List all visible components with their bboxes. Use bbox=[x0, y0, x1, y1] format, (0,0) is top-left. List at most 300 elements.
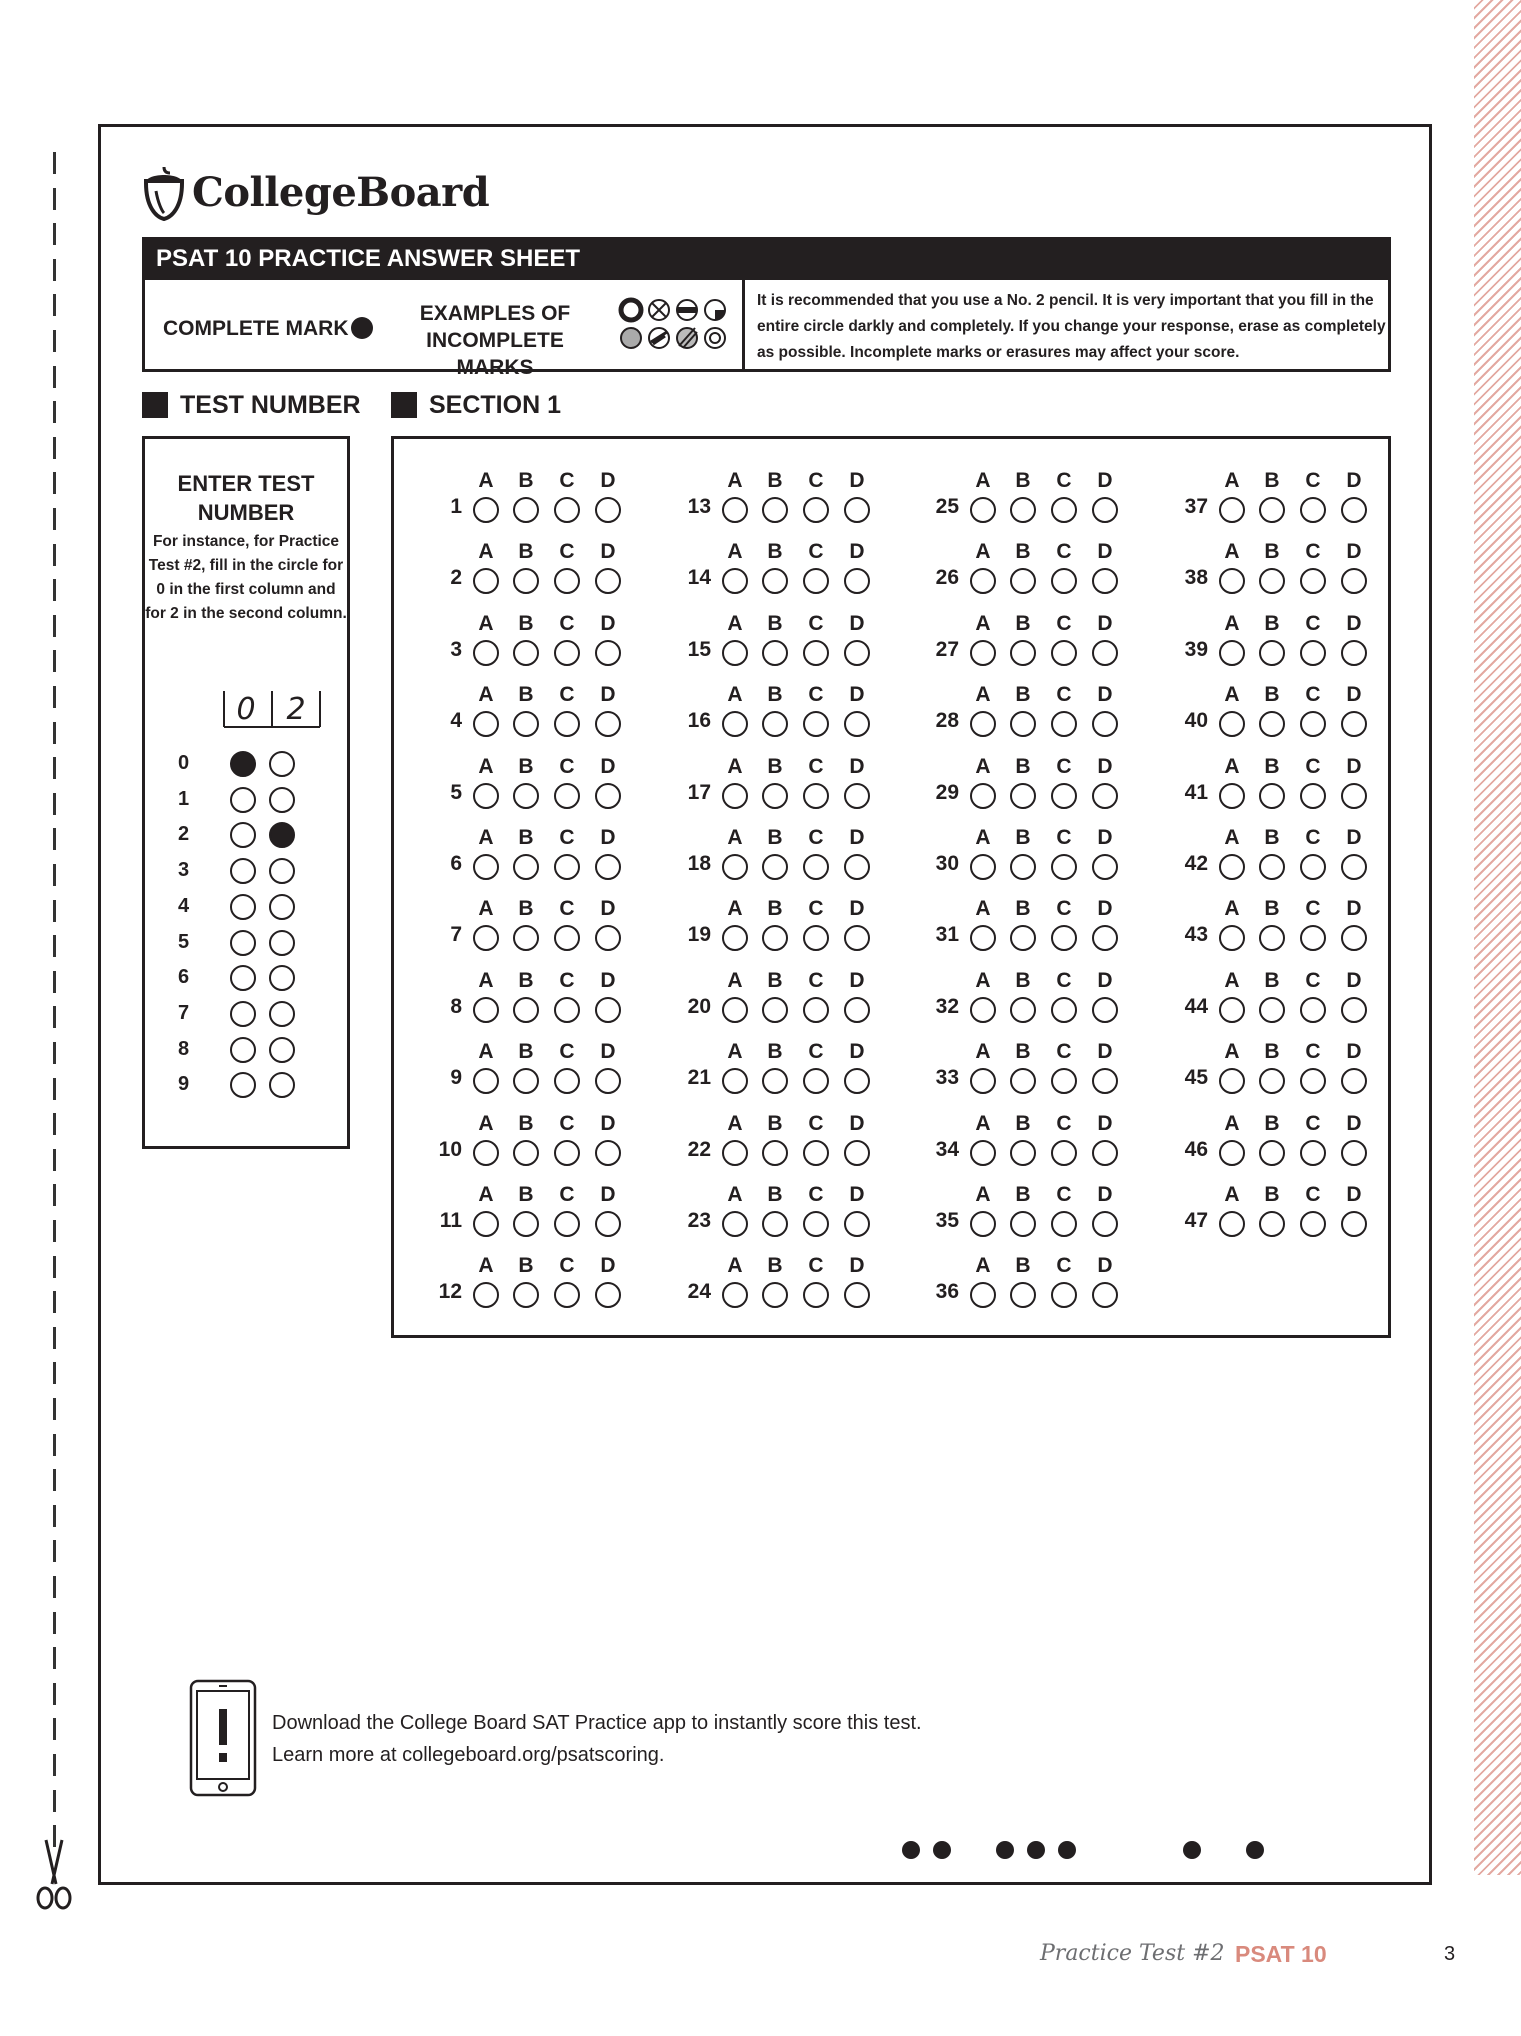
answer-bubble-14-b[interactable] bbox=[762, 568, 788, 594]
answer-bubble-14-d[interactable] bbox=[844, 568, 870, 594]
choice-letter: B bbox=[1015, 1111, 1031, 1135]
choice-letter: C bbox=[1305, 611, 1321, 635]
answer-bubble-4-d[interactable] bbox=[595, 711, 621, 737]
answer-bubble-43-b[interactable] bbox=[1259, 925, 1285, 951]
answer-bubble-5-c[interactable] bbox=[554, 783, 580, 809]
answer-bubble-16-b[interactable] bbox=[762, 711, 788, 737]
answer-bubble-21-a[interactable] bbox=[722, 1068, 748, 1094]
test-number-bubble-col1-2[interactable] bbox=[230, 822, 256, 848]
test-number-bubble-col2-4[interactable] bbox=[269, 894, 295, 920]
answer-bubble-24-b[interactable] bbox=[762, 1282, 788, 1308]
question-number: 21 bbox=[687, 1066, 711, 1090]
answer-bubble-17-a[interactable] bbox=[722, 783, 748, 809]
answer-bubble-1-a[interactable] bbox=[473, 497, 499, 523]
answer-bubble-19-d[interactable] bbox=[844, 925, 870, 951]
answer-bubble-45-a[interactable] bbox=[1219, 1068, 1245, 1094]
question-37 bbox=[1160, 467, 1362, 527]
question-40 bbox=[1160, 681, 1362, 741]
cut-line-dash bbox=[53, 472, 56, 494]
answer-bubble-23-a[interactable] bbox=[722, 1211, 748, 1237]
cut-line-dash bbox=[53, 1612, 56, 1634]
answer-bubble-41-d[interactable] bbox=[1341, 783, 1367, 809]
choice-letter: A bbox=[478, 469, 494, 492]
test-number-bubble-col1-4[interactable] bbox=[230, 894, 256, 920]
answer-bubble-34-b[interactable] bbox=[1010, 1140, 1036, 1166]
answer-bubble-40-d[interactable] bbox=[1341, 711, 1367, 737]
timing-mark bbox=[933, 1841, 951, 1859]
question-36 bbox=[911, 1252, 1113, 1312]
answer-bubble-26-b[interactable] bbox=[1010, 568, 1036, 594]
answer-bubble-37-b[interactable] bbox=[1259, 497, 1285, 523]
choice-letter: A bbox=[1224, 1040, 1240, 1064]
answer-bubble-15-c[interactable] bbox=[803, 640, 829, 666]
answer-bubble-19-b[interactable] bbox=[762, 925, 788, 951]
answer-bubble-18-a[interactable] bbox=[722, 854, 748, 880]
answer-bubble-5-d[interactable] bbox=[595, 783, 621, 809]
answer-bubble-17-b[interactable] bbox=[762, 783, 788, 809]
answer-bubble-40-a[interactable] bbox=[1219, 711, 1245, 737]
test-number-bubble-col1-8[interactable] bbox=[230, 1037, 256, 1063]
answer-bubble-19-c[interactable] bbox=[803, 925, 829, 951]
answer-bubble-34-d[interactable] bbox=[1092, 1140, 1118, 1166]
choice-letter: C bbox=[808, 683, 824, 707]
answer-bubble-24-d[interactable] bbox=[844, 1282, 870, 1308]
answer-bubble-1-b[interactable] bbox=[513, 497, 539, 523]
answer-bubble-45-d[interactable] bbox=[1341, 1068, 1367, 1094]
answer-bubble-1-c[interactable] bbox=[554, 497, 580, 523]
answer-bubble-47-b[interactable] bbox=[1259, 1211, 1285, 1237]
answer-bubble-20-c[interactable] bbox=[803, 997, 829, 1023]
choice-letter: A bbox=[727, 540, 743, 564]
answer-bubble-42-c[interactable] bbox=[1300, 854, 1326, 880]
answer-bubble-30-c[interactable] bbox=[1051, 854, 1077, 880]
answer-bubble-47-a[interactable] bbox=[1219, 1211, 1245, 1237]
answer-bubble-43-d[interactable] bbox=[1341, 925, 1367, 951]
answer-bubble-42-a[interactable] bbox=[1219, 854, 1245, 880]
answer-bubble-11-b[interactable] bbox=[513, 1211, 539, 1237]
answer-bubble-23-c[interactable] bbox=[803, 1211, 829, 1237]
answer-bubble-38-c[interactable] bbox=[1300, 568, 1326, 594]
cut-line-dash bbox=[53, 1291, 56, 1313]
timing-mark bbox=[1027, 1841, 1045, 1859]
answer-bubble-43-c[interactable] bbox=[1300, 925, 1326, 951]
test-number-bubble-col2-7[interactable] bbox=[269, 1001, 295, 1027]
question-31 bbox=[911, 895, 1113, 955]
acorn-icon bbox=[142, 163, 186, 221]
answer-bubble-8-c[interactable] bbox=[554, 997, 580, 1023]
answer-bubble-31-b[interactable] bbox=[1010, 925, 1036, 951]
choice-letter: A bbox=[1224, 1111, 1240, 1135]
answer-bubble-32-c[interactable] bbox=[1051, 997, 1077, 1023]
answer-bubble-37-a[interactable] bbox=[1219, 497, 1245, 523]
choice-letter: B bbox=[518, 1254, 534, 1278]
answer-bubble-24-a[interactable] bbox=[722, 1282, 748, 1308]
answer-bubble-28-d[interactable] bbox=[1092, 711, 1118, 737]
answer-bubble-34-a[interactable] bbox=[970, 1140, 996, 1166]
answer-bubble-23-d[interactable] bbox=[844, 1211, 870, 1237]
test-number-heading bbox=[142, 388, 361, 422]
answer-bubble-22-c[interactable] bbox=[803, 1140, 829, 1166]
answer-bubble-8-a[interactable] bbox=[473, 997, 499, 1023]
answer-bubble-7-c[interactable] bbox=[554, 925, 580, 951]
answer-bubble-13-a[interactable] bbox=[722, 497, 748, 523]
answer-bubble-28-b[interactable] bbox=[1010, 711, 1036, 737]
answer-bubble-35-c[interactable] bbox=[1051, 1211, 1077, 1237]
answer-bubble-45-c[interactable] bbox=[1300, 1068, 1326, 1094]
cut-line-dash bbox=[53, 1149, 56, 1171]
answer-bubble-2-b[interactable] bbox=[513, 568, 539, 594]
answer-bubble-16-a[interactable] bbox=[722, 711, 748, 737]
answer-bubble-39-a[interactable] bbox=[1219, 640, 1245, 666]
heading-square-icon bbox=[391, 392, 417, 418]
cut-line-dash bbox=[53, 1790, 56, 1812]
cut-line-dash bbox=[53, 1184, 56, 1206]
answer-bubble-44-a[interactable] bbox=[1219, 997, 1245, 1023]
answer-bubble-25-b[interactable] bbox=[1010, 497, 1036, 523]
incomplete-label-line1: EXAMPLES OF bbox=[419, 302, 571, 325]
answer-bubble-14-c[interactable] bbox=[803, 568, 829, 594]
question-number: 19 bbox=[687, 923, 711, 947]
question-44 bbox=[1160, 967, 1362, 1027]
answer-bubble-18-c[interactable] bbox=[803, 854, 829, 880]
answer-bubble-20-a[interactable] bbox=[722, 997, 748, 1023]
answer-bubble-8-d[interactable] bbox=[595, 997, 621, 1023]
answer-bubble-29-b[interactable] bbox=[1010, 783, 1036, 809]
choice-letter: A bbox=[478, 1183, 494, 1206]
answer-bubble-11-c[interactable] bbox=[554, 1211, 580, 1237]
answer-bubble-29-c[interactable] bbox=[1051, 783, 1077, 809]
choice-letter: A bbox=[975, 1111, 991, 1135]
tn-instr-bold2: second column bbox=[228, 605, 343, 622]
cut-line-dash bbox=[53, 935, 56, 957]
cut-line-dash bbox=[53, 971, 56, 993]
cut-line-dash bbox=[53, 615, 56, 637]
answer-bubble-40-c[interactable] bbox=[1300, 711, 1326, 737]
complete-mark-label: COMPLETE MARK bbox=[163, 317, 349, 340]
answer-bubble-15-a[interactable] bbox=[722, 640, 748, 666]
answer-bubble-11-d[interactable] bbox=[595, 1211, 621, 1237]
choice-letter: B bbox=[767, 1111, 783, 1135]
choice-letter: C bbox=[1056, 754, 1072, 778]
question-number: 47 bbox=[1184, 1209, 1208, 1232]
test-number-bubble-col1-0[interactable] bbox=[230, 751, 256, 777]
answer-bubble-44-c[interactable] bbox=[1300, 997, 1326, 1023]
answer-bubble-41-a[interactable] bbox=[1219, 783, 1245, 809]
answer-bubble-35-d[interactable] bbox=[1092, 1211, 1118, 1237]
answer-bubble-33-d[interactable] bbox=[1092, 1068, 1118, 1094]
choice-letter: D bbox=[600, 469, 616, 492]
answer-bubble-19-a[interactable] bbox=[722, 925, 748, 951]
answer-bubble-7-a[interactable] bbox=[473, 925, 499, 951]
answer-bubble-37-c[interactable] bbox=[1300, 497, 1326, 523]
answer-bubble-28-a[interactable] bbox=[970, 711, 996, 737]
question-number: 6 bbox=[450, 852, 462, 875]
answer-bubble-33-c[interactable] bbox=[1051, 1068, 1077, 1094]
answer-bubble-44-b[interactable] bbox=[1259, 997, 1285, 1023]
answer-bubble-17-c[interactable] bbox=[803, 783, 829, 809]
answer-bubble-29-d[interactable] bbox=[1092, 783, 1118, 809]
choice-letter: D bbox=[600, 611, 616, 635]
answer-bubble-7-d[interactable] bbox=[595, 925, 621, 951]
answer-bubble-39-c[interactable] bbox=[1300, 640, 1326, 666]
answer-bubble-12-d[interactable] bbox=[595, 1282, 621, 1308]
choice-letter: A bbox=[975, 1183, 991, 1206]
answer-bubble-16-c[interactable] bbox=[803, 711, 829, 737]
answer-bubble-36-b[interactable] bbox=[1010, 1282, 1036, 1308]
answer-bubble-4-b[interactable] bbox=[513, 711, 539, 737]
answer-bubble-37-d[interactable] bbox=[1341, 497, 1367, 523]
answer-bubble-6-d[interactable] bbox=[595, 854, 621, 880]
answer-bubble-33-a[interactable] bbox=[970, 1068, 996, 1094]
test-number-bubble-col1-9[interactable] bbox=[230, 1072, 256, 1098]
answer-bubble-43-a[interactable] bbox=[1219, 925, 1245, 951]
answer-bubble-7-b[interactable] bbox=[513, 925, 539, 951]
answer-bubble-28-c[interactable] bbox=[1051, 711, 1077, 737]
answer-bubble-10-b[interactable] bbox=[513, 1140, 539, 1166]
answer-bubble-14-a[interactable] bbox=[722, 568, 748, 594]
enter-test-number-title bbox=[145, 469, 347, 527]
question-number: 36 bbox=[935, 1280, 959, 1304]
test-digit-label: 7 bbox=[178, 1001, 190, 1024]
test-number-bubble-col2-3[interactable] bbox=[269, 858, 295, 884]
test-number-bubble-col2-2[interactable] bbox=[269, 822, 295, 848]
test-number-bubble-col1-1[interactable] bbox=[230, 787, 256, 813]
question-6 bbox=[414, 824, 616, 884]
answer-bubble-2-a[interactable] bbox=[473, 568, 499, 594]
answer-bubble-4-c[interactable] bbox=[554, 711, 580, 737]
answer-bubble-46-a[interactable] bbox=[1219, 1140, 1245, 1166]
cut-line-dash bbox=[53, 1078, 56, 1100]
answer-bubble-26-d[interactable] bbox=[1092, 568, 1118, 594]
answer-bubble-13-b[interactable] bbox=[762, 497, 788, 523]
answer-bubble-1-d[interactable] bbox=[595, 497, 621, 523]
answer-bubble-22-d[interactable] bbox=[844, 1140, 870, 1166]
choice-letter: A bbox=[975, 754, 991, 778]
answer-bubble-31-a[interactable] bbox=[970, 925, 996, 951]
choice-letter: D bbox=[1097, 1040, 1113, 1064]
answer-bubble-23-b[interactable] bbox=[762, 1211, 788, 1237]
choice-letter: A bbox=[478, 611, 494, 635]
question-9 bbox=[414, 1038, 616, 1098]
timing-mark bbox=[902, 1841, 920, 1859]
answer-bubble-44-d[interactable] bbox=[1341, 997, 1367, 1023]
answer-bubble-46-d[interactable] bbox=[1341, 1140, 1367, 1166]
answer-bubble-32-a[interactable] bbox=[970, 997, 996, 1023]
answer-bubble-42-b[interactable] bbox=[1259, 854, 1285, 880]
answer-bubble-10-c[interactable] bbox=[554, 1140, 580, 1166]
choice-letter: C bbox=[559, 1254, 575, 1278]
answer-bubble-12-c[interactable] bbox=[554, 1282, 580, 1308]
choice-letter: A bbox=[478, 1254, 494, 1278]
answer-bubble-36-c[interactable] bbox=[1051, 1282, 1077, 1308]
answer-bubble-24-c[interactable] bbox=[803, 1282, 829, 1308]
question-number: 39 bbox=[1184, 637, 1208, 661]
answer-bubble-21-b[interactable] bbox=[762, 1068, 788, 1094]
choice-letter: A bbox=[1224, 683, 1240, 707]
choice-letter: B bbox=[1015, 826, 1031, 849]
answer-bubble-9-b[interactable] bbox=[513, 1068, 539, 1094]
answer-bubble-12-a[interactable] bbox=[473, 1282, 499, 1308]
test-number-bubble-col2-5[interactable] bbox=[269, 930, 295, 956]
answer-bubble-27-c[interactable] bbox=[1051, 640, 1077, 666]
choice-letter: B bbox=[767, 754, 783, 778]
test-number-bubble-col1-6[interactable] bbox=[230, 965, 256, 991]
test-number-bubble-col1-7[interactable] bbox=[230, 1001, 256, 1027]
answer-bubble-21-d[interactable] bbox=[844, 1068, 870, 1094]
answer-bubble-30-a[interactable] bbox=[970, 854, 996, 880]
answer-bubble-9-d[interactable] bbox=[595, 1068, 621, 1094]
test-digit-label: 2 bbox=[178, 823, 190, 846]
answer-bubble-9-c[interactable] bbox=[554, 1068, 580, 1094]
answer-bubble-6-c[interactable] bbox=[554, 854, 580, 880]
answer-bubble-27-a[interactable] bbox=[970, 640, 996, 666]
answer-bubble-30-b[interactable] bbox=[1010, 854, 1036, 880]
brand-wordmark: CollegeBoard bbox=[192, 168, 490, 216]
timing-mark bbox=[996, 1841, 1014, 1859]
choice-letter: B bbox=[767, 897, 783, 921]
answer-bubble-40-b[interactable] bbox=[1259, 711, 1285, 737]
choice-letter: C bbox=[808, 897, 824, 921]
answer-bubble-11-a[interactable] bbox=[473, 1211, 499, 1237]
answer-bubble-18-b[interactable] bbox=[762, 854, 788, 880]
answer-bubble-38-b[interactable] bbox=[1259, 568, 1285, 594]
test-number-bubble-col2-1[interactable] bbox=[269, 787, 295, 813]
written-digit-2: 2 bbox=[286, 692, 306, 727]
answer-bubble-15-b[interactable] bbox=[762, 640, 788, 666]
answer-bubble-30-d[interactable] bbox=[1092, 854, 1118, 880]
answer-bubble-18-d[interactable] bbox=[844, 854, 870, 880]
answer-bubble-20-d[interactable] bbox=[844, 997, 870, 1023]
answer-bubble-3-d[interactable] bbox=[595, 640, 621, 666]
answer-bubble-17-d[interactable] bbox=[844, 783, 870, 809]
answer-bubble-5-b[interactable] bbox=[513, 783, 539, 809]
choice-letter: A bbox=[727, 1111, 743, 1135]
answer-bubble-16-d[interactable] bbox=[844, 711, 870, 737]
question-number: 14 bbox=[687, 566, 711, 590]
test-number-bubble-col2-6[interactable] bbox=[269, 965, 295, 991]
answer-bubble-2-c[interactable] bbox=[554, 568, 580, 594]
incomplete-marks-label bbox=[385, 300, 605, 381]
answer-bubble-15-d[interactable] bbox=[844, 640, 870, 666]
choice-letter: D bbox=[1346, 968, 1362, 992]
answer-bubble-10-a[interactable] bbox=[473, 1140, 499, 1166]
answer-bubble-32-d[interactable] bbox=[1092, 997, 1118, 1023]
answer-bubble-39-b[interactable] bbox=[1259, 640, 1285, 666]
answer-bubble-26-c[interactable] bbox=[1051, 568, 1077, 594]
answer-bubble-47-c[interactable] bbox=[1300, 1211, 1326, 1237]
answer-bubble-13-c[interactable] bbox=[803, 497, 829, 523]
answer-bubble-3-c[interactable] bbox=[554, 640, 580, 666]
choice-letter: D bbox=[1346, 1111, 1362, 1135]
answer-bubble-21-c[interactable] bbox=[803, 1068, 829, 1094]
answer-bubble-34-c[interactable] bbox=[1051, 1140, 1077, 1166]
answer-bubble-20-b[interactable] bbox=[762, 997, 788, 1023]
answer-bubble-12-b[interactable] bbox=[513, 1282, 539, 1308]
answer-bubble-39-d[interactable] bbox=[1341, 640, 1367, 666]
answer-bubble-22-b[interactable] bbox=[762, 1140, 788, 1166]
answer-bubble-6-a[interactable] bbox=[473, 854, 499, 880]
choice-letter: B bbox=[1015, 1183, 1031, 1206]
answer-bubble-38-d[interactable] bbox=[1341, 568, 1367, 594]
cut-line-dash bbox=[53, 1469, 56, 1491]
question-2 bbox=[414, 538, 616, 598]
answer-bubble-22-a[interactable] bbox=[722, 1140, 748, 1166]
answer-bubble-5-a[interactable] bbox=[473, 783, 499, 809]
answer-bubble-33-b[interactable] bbox=[1010, 1068, 1036, 1094]
answer-bubble-38-a[interactable] bbox=[1219, 568, 1245, 594]
answer-bubble-25-a[interactable] bbox=[970, 497, 996, 523]
answer-bubble-46-b[interactable] bbox=[1259, 1140, 1285, 1166]
choice-letter: A bbox=[1224, 754, 1240, 778]
choice-letter: D bbox=[1346, 469, 1362, 492]
choice-letter: C bbox=[559, 826, 575, 849]
answer-bubble-6-b[interactable] bbox=[513, 854, 539, 880]
answer-bubble-36-d[interactable] bbox=[1092, 1282, 1118, 1308]
choice-letter: B bbox=[518, 754, 534, 778]
answer-bubble-9-a[interactable] bbox=[473, 1068, 499, 1094]
test-number-bubble-col1-3[interactable] bbox=[230, 858, 256, 884]
page-number: 3 bbox=[1444, 1943, 1456, 1965]
cut-line-dash bbox=[53, 1647, 56, 1669]
answer-bubble-41-b[interactable] bbox=[1259, 783, 1285, 809]
choice-letter: A bbox=[975, 826, 991, 849]
choice-letter: B bbox=[1015, 540, 1031, 564]
choice-letter: B bbox=[1264, 897, 1280, 921]
answer-bubble-26-a[interactable] bbox=[970, 568, 996, 594]
answer-bubble-46-c[interactable] bbox=[1300, 1140, 1326, 1166]
test-number-bubble-col2-9[interactable] bbox=[269, 1072, 295, 1098]
answer-bubble-2-d[interactable] bbox=[595, 568, 621, 594]
answer-bubble-36-a[interactable] bbox=[970, 1282, 996, 1308]
answer-bubble-45-b[interactable] bbox=[1259, 1068, 1285, 1094]
answer-bubble-47-d[interactable] bbox=[1341, 1211, 1367, 1237]
choice-letter: B bbox=[1264, 1111, 1280, 1135]
answer-bubble-35-b[interactable] bbox=[1010, 1211, 1036, 1237]
test-number-bubble-col2-0[interactable] bbox=[269, 751, 295, 777]
test-number-bubble-col1-5[interactable] bbox=[230, 930, 256, 956]
question-5 bbox=[414, 753, 616, 813]
question-number: 4 bbox=[450, 709, 462, 733]
answer-bubble-32-b[interactable] bbox=[1010, 997, 1036, 1023]
answer-bubble-3-a[interactable] bbox=[473, 640, 499, 666]
answer-bubble-42-d[interactable] bbox=[1341, 854, 1367, 880]
choice-letter: C bbox=[1056, 897, 1072, 921]
answer-bubble-4-a[interactable] bbox=[473, 711, 499, 737]
answer-bubble-3-b[interactable] bbox=[513, 640, 539, 666]
answer-bubble-27-d[interactable] bbox=[1092, 640, 1118, 666]
test-digit-label: 1 bbox=[178, 787, 190, 810]
answer-bubble-25-d[interactable] bbox=[1092, 497, 1118, 523]
choice-letter: A bbox=[478, 540, 494, 564]
choice-letter: C bbox=[559, 1040, 575, 1064]
answer-bubble-27-b[interactable] bbox=[1010, 640, 1036, 666]
answer-bubble-10-d[interactable] bbox=[595, 1140, 621, 1166]
answer-bubble-8-b[interactable] bbox=[513, 997, 539, 1023]
choice-letter: C bbox=[1305, 1183, 1321, 1206]
choice-letter: A bbox=[1224, 611, 1240, 635]
answer-bubble-25-c[interactable] bbox=[1051, 497, 1077, 523]
answer-bubble-13-d[interactable] bbox=[844, 497, 870, 523]
answer-bubble-31-c[interactable] bbox=[1051, 925, 1077, 951]
question-number: 33 bbox=[935, 1066, 959, 1090]
answer-bubble-41-c[interactable] bbox=[1300, 783, 1326, 809]
question-32 bbox=[911, 967, 1113, 1027]
test-number-bubble-col2-8[interactable] bbox=[269, 1037, 295, 1063]
cut-line-dash bbox=[53, 686, 56, 708]
answer-bubble-29-a[interactable] bbox=[970, 783, 996, 809]
answer-bubble-35-a[interactable] bbox=[970, 1211, 996, 1237]
answer-bubble-31-d[interactable] bbox=[1092, 925, 1118, 951]
